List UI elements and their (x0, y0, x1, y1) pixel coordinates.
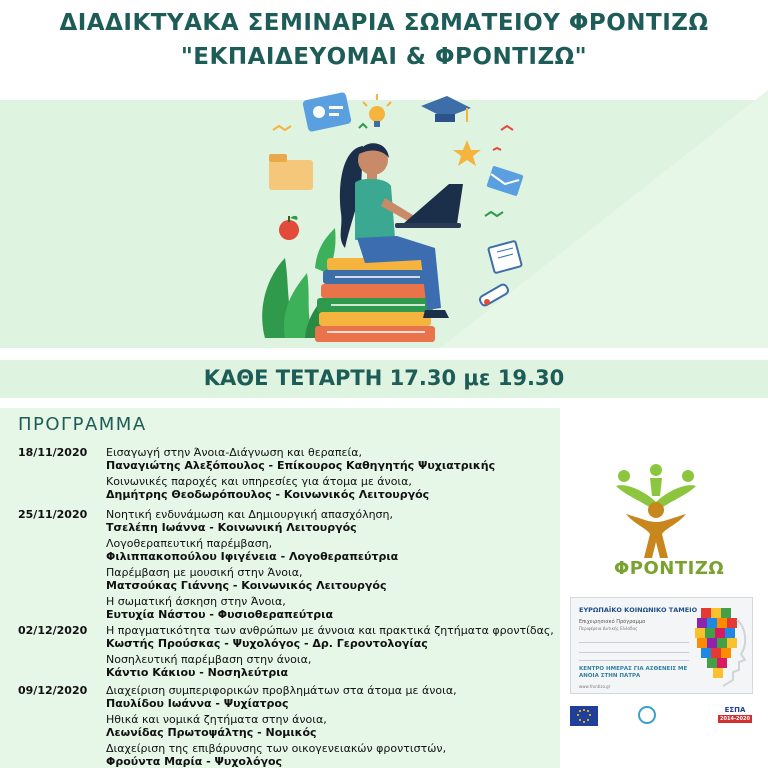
program-item (106, 653, 576, 679)
program-item (106, 475, 576, 501)
star-icon (453, 140, 481, 166)
funding-logos-strip (570, 704, 753, 732)
esf-project-card (570, 597, 753, 694)
program-item (106, 508, 576, 534)
envelope-icon (486, 166, 523, 197)
esf-divider (579, 642, 689, 643)
espa-years: 2014-2020 (718, 715, 752, 723)
esf-subtitle: Επιχειρησιακό Πρόγραμμα (579, 619, 646, 625)
book-stack-icon (315, 258, 435, 342)
day-center-name: ΚΕΝΤΡΟ ΗΜΕΡΑΣ ΓΙΑ ΑΣΘΕΝΕΙΣ ΜΕ ΑΝΟΙΑ ΣΤΗΝ ΠΑΤΡΑ (579, 666, 688, 679)
item-topic: Διαχείριση συμπεριφορικών προβλημάτων στα άτομα με άνοια, (106, 684, 457, 697)
mosaic-face-icon (693, 606, 749, 688)
espa-label: ΕΣΠΑ (724, 706, 746, 714)
item-speaker: Παυλίδου Ιωάννα - Ψυχίατρος (106, 697, 289, 710)
diploma-icon (479, 283, 510, 307)
item-topic: Η σωματική άσκηση στην Άνοια, (106, 595, 286, 608)
program-item (106, 713, 576, 739)
item-topic: Διαχείριση της επιβάρυνσης των οικογενειακών φροντιστών, (106, 742, 447, 755)
item-speaker: Δημήτρης Θεοδωρόπουλος - Κοινωνικός Λειτουργός (106, 488, 430, 501)
item-topic: Κοινωνικές παροχές και υπηρεσίες για άτομα με άνοια, (106, 475, 412, 488)
program-item (106, 684, 576, 710)
item-speaker: Φιλιππακοπούλου Ιφιγένεια - Λογοθεραπεύτρια (106, 550, 399, 563)
folder-icon (269, 154, 313, 190)
laptop-icon (395, 184, 463, 228)
item-speaker: Φρούντα Μαρία - Ψυχολόγος (106, 755, 283, 768)
item-speaker: Ματσούκας Γιάννης - Κοινωνικός Λειτουργός (106, 579, 387, 592)
item-topic: Λογοθεραπευτική παρέμβαση, (106, 537, 273, 550)
item-topic: Νοσηλευτική παρέμβαση στην άνοια, (106, 653, 312, 666)
apple-icon (279, 216, 299, 240)
graduation-cap-icon (421, 96, 471, 122)
id-card-icon (302, 92, 352, 132)
partner-logo-icon (638, 706, 656, 724)
notepad-icon (488, 241, 522, 273)
item-speaker: Λεωνίδας Πρωτοψάλτης - Νομικός (106, 726, 317, 739)
session-date: 09/12/2020 (18, 684, 88, 697)
program-item (106, 446, 576, 472)
frontizo-logo-text: ΦΡΟΝΤΙΖΩ (614, 558, 725, 579)
page-title-line2: "ΕΚΠΑΙΔΕΥΟΜΑΙ & ΦΡΟΝΤΙΖΩ" (180, 44, 588, 70)
item-speaker: Ευτυχία Νάστου - Φυσιοθεραπεύτρια (106, 608, 334, 621)
item-speaker: Τσελέπη Ιωάννα - Κοινωνική Λειτουργός (106, 521, 357, 534)
item-speaker: Παναγιώτης Αλεξόπουλος - Επίκουρος Καθηγητής Ψυχιατρικής (106, 459, 496, 472)
espa-logo-icon (718, 706, 752, 726)
item-topic: Παρέμβαση με μουσική στην Άνοια, (106, 566, 303, 579)
website-url: www.frontizo.gr (579, 684, 611, 689)
program-item (106, 537, 576, 563)
item-speaker: Κωστής Προύσκας - Ψυχολόγος - Δρ. Γεροντολογίας (106, 637, 428, 650)
session-date: 18/11/2020 (18, 446, 88, 459)
eu-flag-icon (570, 706, 598, 726)
page-title-line1: ΔΙΑΔΙΚΤΥΑΚΑ ΣΕΜΙΝΑΡΙΑ ΣΩΜΑΤΕΙΟΥ ΦΡΟΝΤΙΖΩ (59, 10, 709, 36)
band-separator (0, 348, 768, 360)
program-item (106, 742, 576, 768)
student-laptop-illustration (245, 88, 545, 346)
item-topic: Εισαγωγή στην Άνοια-Διάγνωση και θεραπεία, (106, 446, 362, 459)
esf-divider (579, 652, 689, 653)
esf-divider (579, 660, 689, 661)
esf-subtitle-region: Περιφέρεια Δυτικής Ελλάδας (579, 626, 638, 631)
program-item (106, 595, 576, 621)
program-item (106, 624, 576, 650)
item-topic: Ηθικά και νομικά ζητήματα στην άνοια, (106, 713, 327, 726)
schedule-banner-text: ΚΑΘΕ ΤΕΤΑΡΤΗ 17.30 με 19.30 (203, 366, 565, 390)
item-topic: Νοητική ενδυνάμωση και Δημιουργική απασχόληση, (106, 508, 393, 521)
lightbulb-icon (363, 94, 391, 127)
program-title: ΠΡΟΓΡΑΜΜΑ (18, 414, 147, 435)
item-topic: Η πραγματικότητα των ανθρώπων με άννοια και πρακτικά ζητήματα φροντίδας, (106, 624, 554, 637)
esf-title: ΕΥΡΩΠΑΪΚΟ ΚΟΙΝΩΝΙΚΟ ΤΑΜΕΙΟ (579, 606, 698, 614)
session-date: 02/12/2020 (18, 624, 88, 637)
program-item (106, 566, 576, 592)
session-date: 25/11/2020 (18, 508, 88, 521)
item-speaker: Κάντιο Κάκιου - Νοσηλεύτρια (106, 666, 289, 679)
